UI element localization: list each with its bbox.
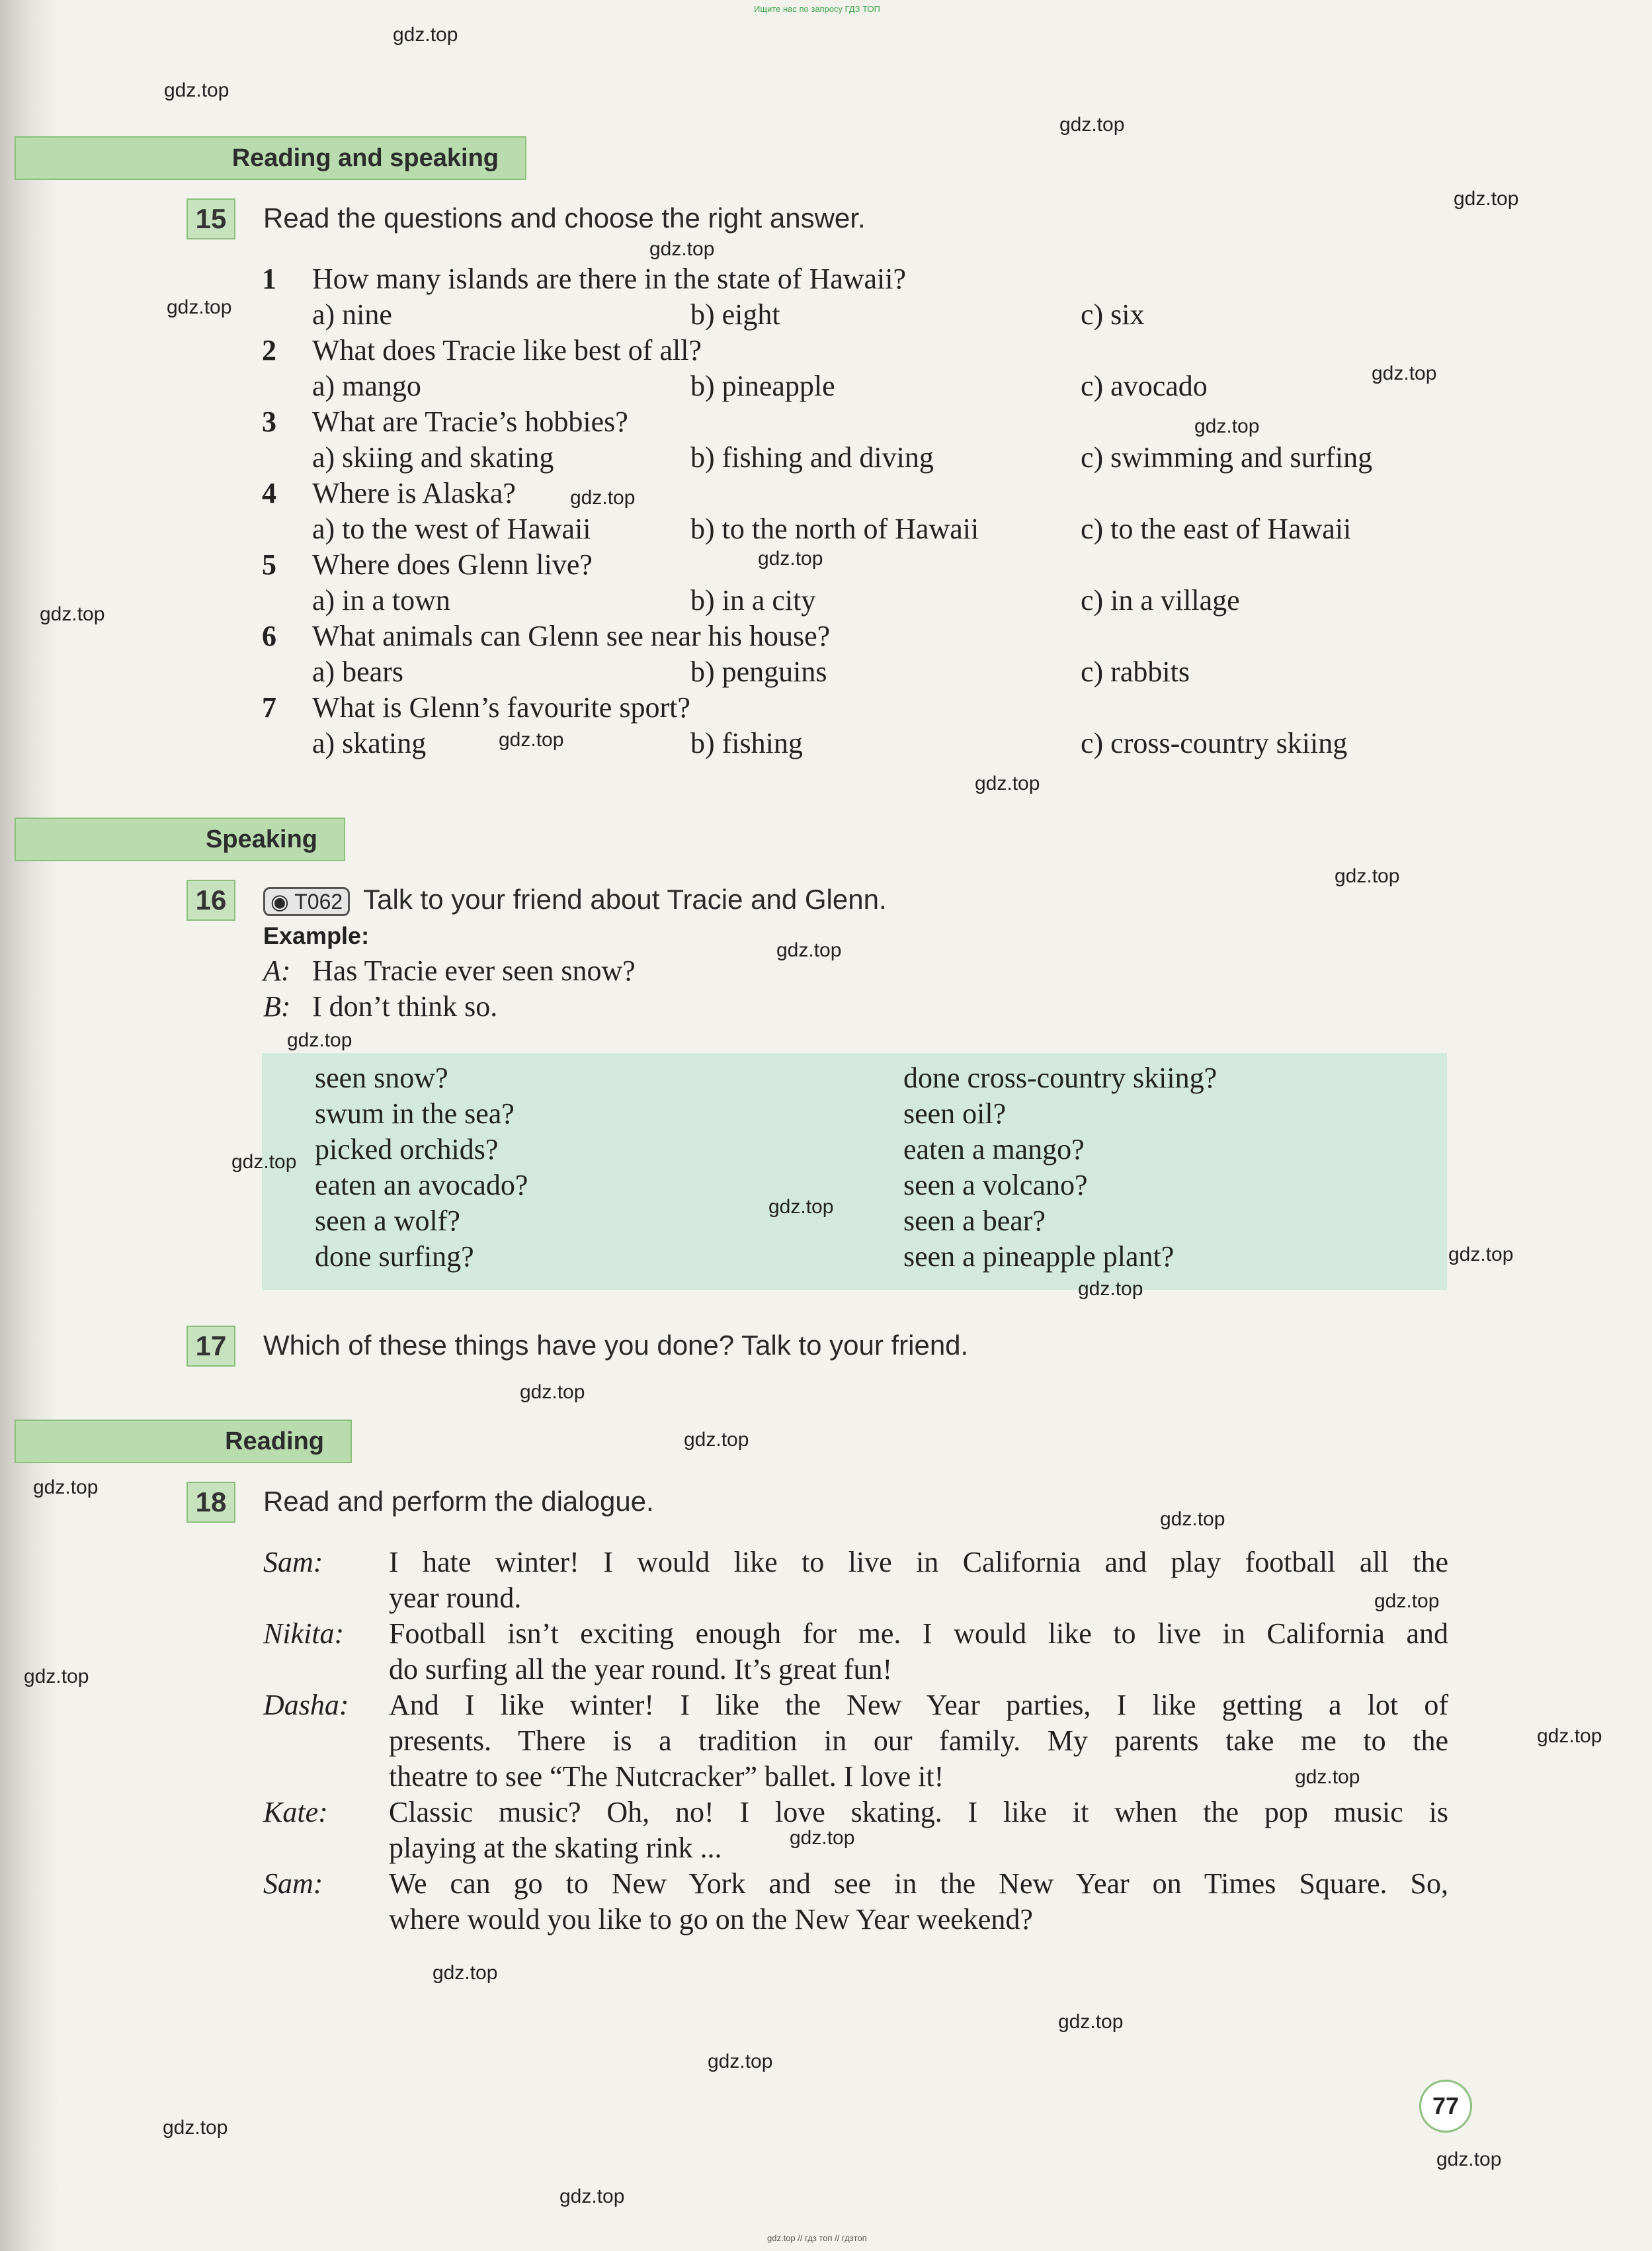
question-text: How many islands are there in the state of Hawaii? bbox=[312, 263, 907, 295]
audio-track-badge[interactable] bbox=[263, 887, 350, 916]
question-number: 6 bbox=[262, 620, 276, 652]
phrase-item: eaten an avocado? bbox=[315, 1169, 528, 1201]
dialogue-speaker: Dasha: bbox=[263, 1689, 349, 1721]
question-text: Where does Glenn live? bbox=[312, 548, 593, 581]
watermark: gdz.top bbox=[393, 24, 458, 46]
audio-disc-icon: ◉ bbox=[270, 889, 289, 913]
answer-option-a: a) skating bbox=[312, 727, 427, 759]
watermark: gdz.top bbox=[570, 487, 636, 509]
question-number: 2 bbox=[262, 334, 276, 366]
dialogue-line: playing at the skating rink ... bbox=[389, 1832, 722, 1864]
watermark: gdz.top bbox=[1059, 114, 1125, 136]
question-number: 7 bbox=[262, 691, 276, 724]
dialogue-speaker: Sam: bbox=[263, 1546, 323, 1578]
answer-option-b: b) penguins bbox=[690, 656, 827, 688]
watermark: gdz.top bbox=[24, 1666, 89, 1687]
watermark: gdz.top bbox=[768, 1196, 834, 1218]
answer-option-a: a) in a town bbox=[312, 584, 450, 616]
watermark: gdz.top bbox=[163, 2117, 228, 2139]
phrase-item: seen a volcano? bbox=[903, 1169, 1088, 1201]
watermark: gdz.top bbox=[1160, 1508, 1225, 1530]
question-number: 5 bbox=[262, 548, 276, 581]
dialogue-line: theatre to see “The Nutcracker” ballet. I love it! bbox=[389, 1760, 944, 1793]
answer-option-b: b) fishing and diving bbox=[690, 441, 934, 474]
example-line-a: Has Tracie ever seen snow? bbox=[312, 955, 636, 987]
phrase-item: seen a bear? bbox=[903, 1205, 1046, 1237]
answer-option-c: c) avocado bbox=[1081, 370, 1208, 402]
watermark: gdz.top bbox=[167, 296, 232, 318]
example-speaker-b: B: bbox=[263, 990, 291, 1023]
answer-option-c: c) swimming and surfing bbox=[1081, 441, 1373, 474]
watermark: gdz.top bbox=[1436, 2148, 1502, 2170]
watermark: gdz.top bbox=[649, 238, 715, 260]
watermark: gdz.top bbox=[520, 1381, 585, 1403]
exercise-16-instruction: Talk to your friend about Tracie and Glenn. bbox=[363, 884, 887, 915]
dialogue-line: We can go to New York and see in the New Year on Times Square. So, bbox=[389, 1867, 1448, 1900]
watermark: gdz.top bbox=[1448, 1244, 1514, 1265]
answer-option-b: b) pineapple bbox=[690, 370, 835, 402]
dialogue-line: do surfing all the year round. It’s great fun! bbox=[389, 1653, 893, 1685]
question-text: Where is Alaska? bbox=[312, 477, 516, 509]
section-header-speaking: Speaking bbox=[15, 818, 345, 861]
watermark: gdz.top bbox=[1058, 2011, 1124, 2033]
page-number: 77 bbox=[1419, 2080, 1472, 2133]
dialogue-speaker: Sam: bbox=[263, 1867, 323, 1900]
phrase-item: seen oil? bbox=[903, 1097, 1007, 1130]
exercise-15-instruction: Read the questions and choose the right answer. bbox=[263, 202, 866, 234]
watermark: gdz.top bbox=[758, 548, 823, 570]
answer-option-b: b) fishing bbox=[690, 727, 803, 759]
watermark: gdz.top bbox=[433, 1962, 498, 1984]
phrase-item: picked orchids? bbox=[315, 1133, 499, 1166]
answer-option-a: a) skiing and skating bbox=[312, 441, 554, 474]
exercise-number-16: 16 bbox=[186, 880, 235, 921]
answer-option-a: a) bears bbox=[312, 656, 404, 688]
dialogue-line: And I like winter! I like the New Year parties, I like getting a lot of bbox=[389, 1689, 1448, 1721]
exercise-18-instruction: Read and perform the dialogue. bbox=[263, 1486, 654, 1517]
exercise-number-15: 15 bbox=[186, 198, 235, 239]
watermark: gdz.top bbox=[287, 1029, 352, 1051]
watermark: gdz.top bbox=[975, 773, 1040, 794]
answer-option-c: c) to the east of Hawaii bbox=[1081, 513, 1352, 545]
watermark: gdz.top bbox=[684, 1429, 749, 1451]
watermark: gdz.top bbox=[1335, 865, 1400, 887]
question-number: 1 bbox=[262, 263, 276, 295]
dialogue-speaker: Kate: bbox=[263, 1796, 328, 1828]
watermark: gdz.top bbox=[1194, 415, 1260, 437]
exercise-17-instruction: Which of these things have you done? Talk to your friend. bbox=[263, 1330, 969, 1361]
watermark: gdz.top bbox=[559, 2186, 625, 2207]
watermark: gdz.top bbox=[499, 729, 564, 751]
question-text: What are Tracie’s hobbies? bbox=[312, 405, 628, 438]
dialogue-line: Classic music? Oh, no! I love skating. I like it when the pop music is bbox=[389, 1796, 1448, 1828]
watermark: gdz.top bbox=[708, 2051, 773, 2072]
phrase-item: seen a pineapple plant? bbox=[903, 1240, 1175, 1273]
watermark: gdz.top bbox=[1372, 362, 1437, 384]
watermark: gdz.top bbox=[231, 1151, 297, 1173]
watermark: gdz.top bbox=[1295, 1766, 1360, 1788]
answer-option-b: b) in a city bbox=[690, 584, 816, 616]
answer-option-c: c) six bbox=[1081, 298, 1145, 331]
dialogue-line: Football isn’t exciting enough for me. I would like to live in California and bbox=[389, 1617, 1448, 1650]
page-binding-shadow bbox=[0, 0, 60, 2251]
example-speaker-a: A: bbox=[263, 955, 291, 987]
bottom-note: gdz.top // гдз топ // гдзтоп bbox=[767, 2233, 867, 2243]
watermark: gdz.top bbox=[40, 603, 105, 625]
watermark: gdz.top bbox=[1078, 1278, 1143, 1300]
example-label: Example: bbox=[263, 922, 370, 949]
phrase-item: seen snow? bbox=[315, 1062, 448, 1094]
section-header-reading: Reading bbox=[15, 1420, 352, 1463]
answer-option-c: c) in a village bbox=[1081, 584, 1240, 616]
answer-option-a: a) nine bbox=[312, 298, 392, 331]
phrase-item: done cross-country skiing? bbox=[903, 1062, 1218, 1094]
example-line-b: I don’t think so. bbox=[312, 990, 498, 1023]
dialogue-line: year round. bbox=[389, 1582, 522, 1614]
answer-option-b: b) to the north of Hawaii bbox=[690, 513, 979, 545]
phrase-item: eaten a mango? bbox=[903, 1133, 1085, 1166]
watermark: gdz.top bbox=[164, 79, 229, 101]
watermark: gdz.top bbox=[1537, 1725, 1602, 1747]
question-text: What is Glenn’s favourite sport? bbox=[312, 691, 690, 724]
answer-option-b: b) eight bbox=[690, 298, 780, 331]
answer-option-c: c) rabbits bbox=[1081, 656, 1190, 688]
exercise-16-instruction-row bbox=[263, 884, 887, 916]
watermark: gdz.top bbox=[1454, 188, 1519, 210]
answer-option-a: a) mango bbox=[312, 370, 421, 402]
top-note: Ищите нас по запросу ГДЗ ТОП bbox=[754, 4, 880, 14]
watermark: gdz.top bbox=[790, 1827, 855, 1849]
phrase-item: swum in the sea? bbox=[315, 1097, 515, 1130]
question-number: 3 bbox=[262, 405, 276, 438]
watermark: gdz.top bbox=[33, 1476, 99, 1498]
watermark: gdz.top bbox=[776, 939, 842, 961]
question-text: What animals can Glenn see near his house? bbox=[312, 620, 831, 652]
dialogue-line: presents. There is a tradition in our family. My parents take me to the bbox=[389, 1724, 1448, 1757]
watermark: gdz.top bbox=[1374, 1590, 1440, 1612]
phrase-item: seen a wolf? bbox=[315, 1205, 460, 1237]
dialogue-line: I hate winter! I would like to live in California and play football all the bbox=[389, 1546, 1448, 1578]
answer-option-a: a) to the west of Hawaii bbox=[312, 513, 591, 545]
dialogue-speaker: Nikita: bbox=[263, 1617, 345, 1650]
answer-option-c: c) cross-country skiing bbox=[1081, 727, 1348, 759]
phrase-item: done surfing? bbox=[315, 1240, 474, 1273]
question-text: What does Tracie like best of all? bbox=[312, 334, 702, 366]
question-number: 4 bbox=[262, 477, 276, 509]
exercise-number-17: 17 bbox=[186, 1326, 235, 1367]
audio-track-label: T062 bbox=[294, 889, 343, 913]
section-header-reading-speaking: Reading and speaking bbox=[15, 136, 526, 180]
dialogue-line: where would you like to go on the New Year weekend? bbox=[389, 1903, 1033, 1935]
exercise-number-18: 18 bbox=[186, 1482, 235, 1523]
